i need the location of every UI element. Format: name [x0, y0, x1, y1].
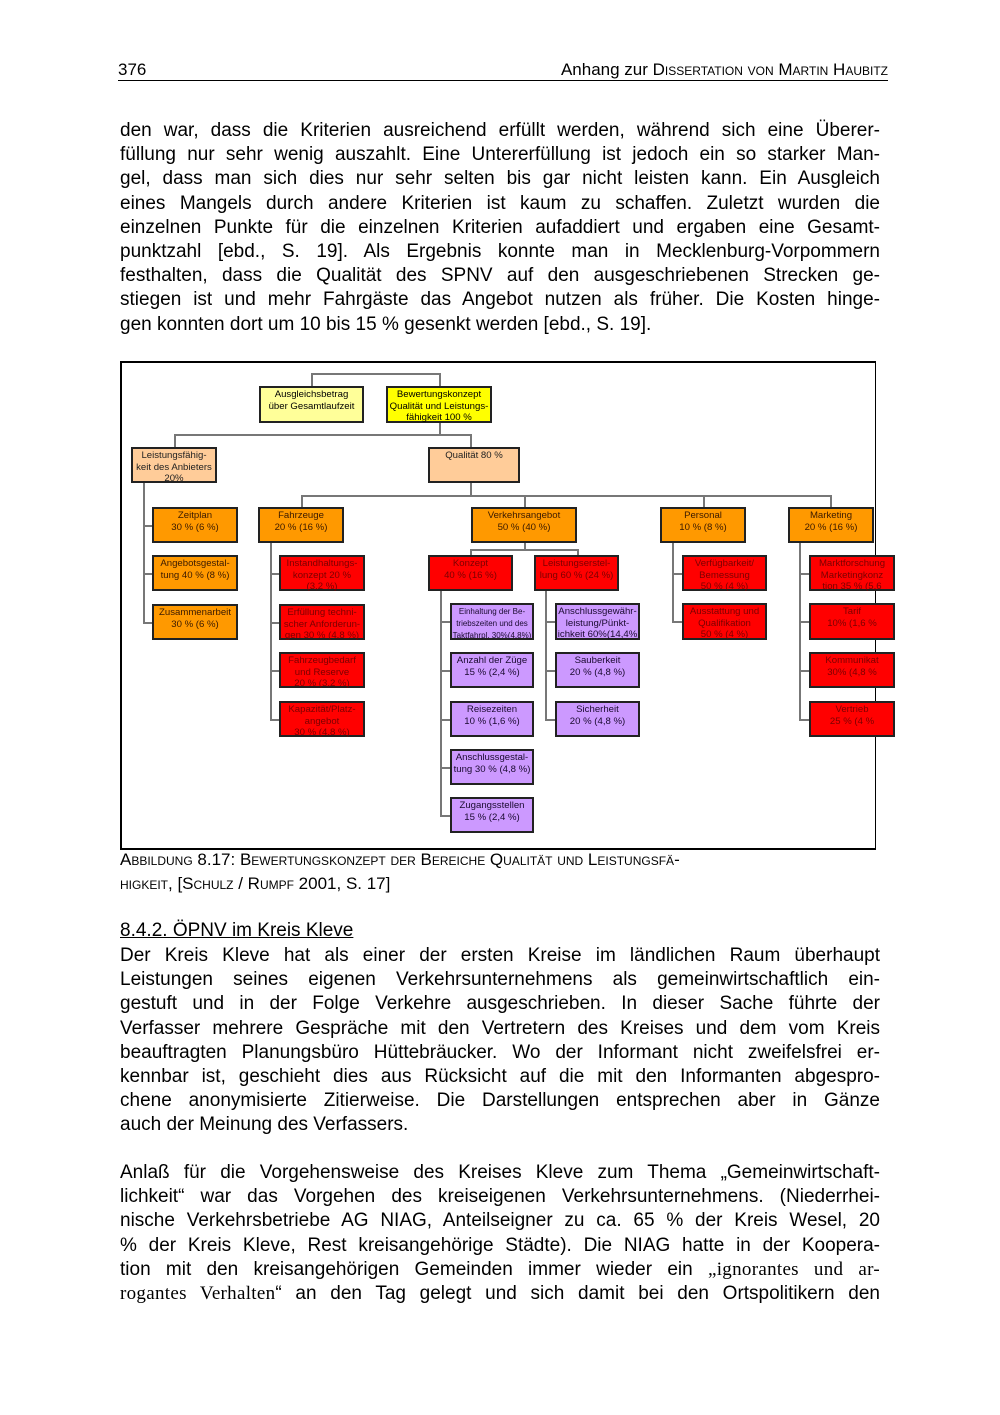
- connector-line: [270, 543, 272, 719]
- paragraph-2: [120, 944, 880, 1138]
- node-verkehrsangebot: Verkehrsangebot 50 % (40 %): [471, 507, 577, 543]
- connector-line: [524, 543, 526, 549]
- connector-line: [672, 621, 682, 623]
- connector-line: [703, 495, 705, 507]
- connector-line: [470, 434, 472, 447]
- text-line: festhalten, dass die Qualität des SPNV auf den ausgeschriebenen Strecken ge-: [120, 265, 880, 287]
- node-verfuegbarkeit: Verfügbarkeit/ Bemessung 50 % (4 %): [682, 555, 767, 591]
- text-line: den war, dass die Kriterien ausreichend erfüllt werden, während sich eine Überer-: [120, 120, 880, 141]
- connector-line: [439, 373, 441, 386]
- connector-line: [440, 815, 450, 817]
- node-anzahl: Anzahl der Züge 15 % (2,4 %): [450, 652, 534, 688]
- node-tarif: Tarif 10% (1,6 %: [809, 603, 895, 640]
- paragraph-1: [120, 119, 880, 337]
- connector-line: [545, 719, 555, 721]
- node-zeitplan: Zeitplan 30 % (6 %): [152, 507, 238, 543]
- text-line: [120, 1282, 880, 1306]
- text-line: punktzahl [ebd., S. 19]. Als Ergebnis konnte man in Mecklenburg-Vorpommern: [120, 241, 880, 263]
- figure-caption-line-1: Abbildung 8.17: Bewertungskonzept der Bereiche Qualität und Leistungsfä-: [120, 850, 680, 869]
- connector-line: [470, 483, 472, 495]
- text-line: füllung nur sehr wenig auszahlt. Eine Untererfüllung ist jedoch ein so starker Man-: [120, 144, 880, 166]
- node-zusammenarbeit: Zusammenarbeit 30 % (6 %): [152, 604, 238, 640]
- quote-segment: „ignorantes und ar-: [708, 1258, 880, 1280]
- connector-line: [830, 495, 832, 507]
- node-anschlussgestaltung: Anschlussgestal- tung 30 % (4,8 %): [450, 749, 534, 785]
- text-line: [120, 1258, 880, 1282]
- connector-line: [440, 719, 450, 721]
- quote-segment: rogantes Verhalten: [120, 1283, 276, 1305]
- connector-line: [799, 670, 809, 672]
- connector-line: [174, 434, 470, 436]
- connector-line: [301, 495, 303, 507]
- connector-line: [799, 573, 809, 575]
- text-line: gestuft und in der Folge Verkehre ausgeschrieben. In dieser Sache führte der: [120, 993, 880, 1015]
- text-line: eines Mangels durch andere Kriterien ist kaum zu schaffen. Zuletzt wurden die: [120, 192, 880, 214]
- connector-line: [545, 621, 555, 623]
- node-qualitaet: Qualität 80 %: [428, 447, 520, 483]
- node-vertrieb: Vertrieb 25 % (4 %: [809, 701, 895, 737]
- connector-line: [440, 591, 442, 815]
- node-marketing: Marketing 20 % (16 %): [788, 507, 874, 543]
- figure-diagram: [120, 361, 886, 850]
- connector-line: [311, 373, 313, 386]
- page-number: 376: [118, 60, 147, 79]
- node-leistungserstellung: Leistungserstel- lung 60 % (24 %): [534, 555, 619, 591]
- figure-caption-line-2: higkeit, [Schulz / Rumpf 2001, S. 17]: [120, 874, 391, 893]
- text-line: nische Verkehrsbetriebe AG NIAG, Anteilseigner zu ca. 65 % der Kreis Wesel, 20: [120, 1210, 880, 1232]
- connector-line: [672, 573, 682, 575]
- node-kapazitaet: Kapazität/Platz- angebot 30 % (4,8 %): [279, 701, 365, 737]
- section-heading: 8.4.2. ÖPNV im Kreis Kleve: [120, 920, 354, 941]
- connector-line: [545, 591, 547, 719]
- text-line: % der Kreis Kleve, Rest kreisangehörige Städte). Die NIAG hatte in der Koopera-: [120, 1234, 880, 1256]
- header-rule: [118, 80, 888, 81]
- connector-line: [524, 495, 526, 507]
- text-segment: “ an den Tag gelegt und sich damit bei den Ortspolitikern den: [275, 1283, 880, 1305]
- connector-line: [440, 767, 450, 769]
- text-line: gel, dass man sich dies nur sehr selten bis gar nicht leisten kann. Ein Ausgleich: [120, 168, 880, 190]
- connector-line: [799, 621, 809, 623]
- text-line: Leistungen seines eigenen Verkehrsunternehmens als gemeinwirtschaftlich ein-: [120, 969, 880, 991]
- connector-line: [270, 719, 279, 721]
- running-title-prefix: Anhang zur: [560, 60, 653, 79]
- text-line: Verfasser mehrere Gespräche mit den Vertretern des Kreises und dem vom Kreis: [120, 1017, 880, 1039]
- text-line: auch der Meinung des Verfassers.: [120, 1114, 409, 1136]
- text-segment: tion mit den kreisangehörigen Gemeinden immer wieder ein: [120, 1258, 708, 1280]
- node-zugangsstellen: Zugangsstellen 15 % (2,4 %): [450, 797, 534, 833]
- running-title-author: Dissertation von Martin Haubitz: [652, 60, 888, 79]
- node-leistungsfaehigkeit: Leistungsfähig- keit des Anbieters 20%: [131, 447, 217, 483]
- text-line: Anlaß für die Vorgehensweise des Kreises Kleve zum Thema „Gemeinwirtschaft-: [120, 1162, 880, 1183]
- connector-line: [799, 719, 809, 721]
- text-line: kennbar ist, geschieht dies aus Rücksicht auf die mit den Informanten abgespro-: [120, 1066, 880, 1088]
- node-ausstattung: Ausstattung und Qualifikation 50 % (4 %): [682, 603, 767, 640]
- node-personal: Personal 10 % (8 %): [660, 507, 746, 543]
- connector-line: [440, 621, 450, 623]
- node-reisezeiten: Reisezeiten 10 % (1,6 %): [450, 701, 534, 737]
- connector-line: [311, 373, 439, 375]
- text-line: einzelnen Punkte für die einzelnen Kriterien aufaddiert und ergaben eine Gesamt-: [120, 216, 880, 238]
- connector-line: [672, 543, 674, 622]
- connector-line: [301, 495, 830, 497]
- connector-line: [545, 670, 555, 672]
- paragraph-3: [120, 1161, 880, 1306]
- node-ausgleich: Ausgleichsbetrag über Gesamtlaufzeit: [259, 386, 364, 423]
- node-angebot: Angebotsgestal- tung 40 % (8 %): [152, 555, 238, 591]
- node-fahrzeuge: Fahrzeuge 20 % (16 %): [258, 507, 344, 543]
- connector-line: [439, 423, 441, 434]
- text-line: gen konnten dort um 10 bis 15 % gesenkt werden [ebd., S. 19].: [120, 313, 652, 335]
- connector-line: [174, 434, 176, 447]
- node-konzept: Konzept 40 % (16 %): [428, 555, 513, 591]
- connector-line: [799, 543, 801, 719]
- connector-line: [143, 622, 152, 624]
- node-sicherheit: Sicherheit 20 % (4,8 %): [555, 701, 640, 737]
- running-title: [561, 60, 888, 80]
- text-line: lichkeit“ war das Vorgehen des kreiseigenen Verkehrsunternehmens. (Niederrhei-: [120, 1186, 880, 1208]
- node-erfuellung: Erfüllung techni- scher Anforderun- gen 30 % (4,8 %): [279, 604, 365, 640]
- connector-line: [143, 483, 145, 622]
- connector-line: [470, 549, 577, 551]
- node-marktforschung: Marktforschung Marketingkonz tion 35 % (5,6: [809, 555, 895, 591]
- node-fahrzeugbedarf: Fahrzeugbedarf und Reserve 20 % (3,2 %): [279, 652, 365, 688]
- node-anschlussgewaehr: Anschlussgewähr- leistung/Pünkt- ichkeit 60%(14,4%: [555, 603, 640, 640]
- text-line: beauftragten Planungsbüro Hüttebräucker. Wo der Informant nicht zweifelsfrei er-: [120, 1041, 880, 1063]
- node-kommunikation: Kommunikat 30% (4,8 %: [809, 652, 895, 688]
- text-line: Der Kreis Kleve hat als einer der ersten Kreise im ländlichen Raum überhaupt: [120, 945, 880, 966]
- text-line: stiegen ist und mehr Fahrgäste das Angebot nutzen als früher. Die Kosten hinge-: [120, 289, 880, 311]
- text-line: chene anonymisierte Zitierweise. Die Darstellungen entsprechen aber in Gänze: [120, 1090, 880, 1112]
- node-sauberkeit: Sauberkeit 20 % (4,8 %): [555, 652, 640, 688]
- connector-line: [440, 670, 450, 672]
- node-bewertung: Bewertungskonzept Qualität und Leistungs- fähigkeit 100 %: [386, 386, 492, 423]
- node-instandhaltung: Instandhaltungs- konzept 20 % (3,2 %): [279, 555, 365, 591]
- node-einhaltung: Einhaltung der Be- triebszeiten und des Taktfahrpl. 30%(4,8%): [450, 603, 534, 640]
